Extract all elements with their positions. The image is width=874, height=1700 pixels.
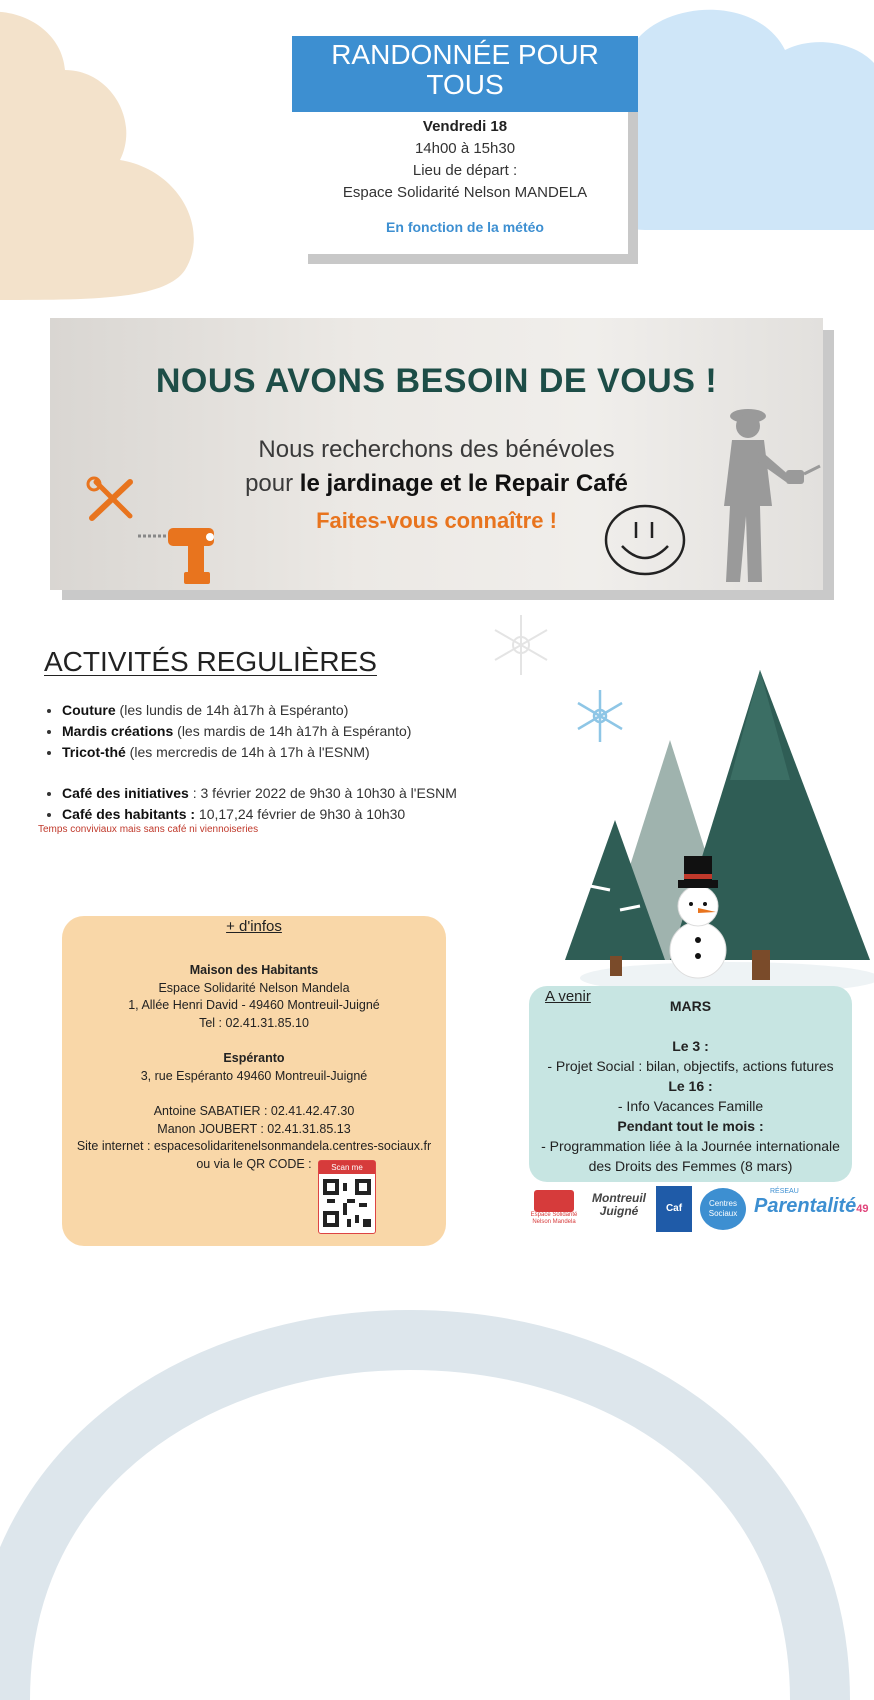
org1-name: Maison des Habitants	[189, 963, 319, 977]
upcoming-date: Pendant tout le mois :	[617, 1118, 764, 1134]
snowflake-icon	[488, 612, 554, 678]
info-details	[62, 962, 446, 1173]
org1-line: Espace Solidarité Nelson Mandela	[158, 980, 350, 995]
activities-note: Temps conviviaux mais sans café ni viennoiseries	[38, 824, 259, 835]
qr-code-text: ou via le QR CODE :	[196, 1156, 312, 1171]
upcoming-details	[529, 996, 852, 1176]
contact-phone: Antoine SABATIER : 02.41.42.47.30	[153, 1104, 355, 1118]
logo-caf: Caf	[656, 1186, 692, 1232]
upcoming-event: - Programmation liée à la Journée internationale des Droits des Femmes (8 mars)	[541, 1138, 840, 1174]
upcoming-date: Le 16 :	[668, 1078, 713, 1094]
beige-cloud-decoration	[0, 0, 210, 300]
list-item: • Café des initiatives : 3 février 2022 de 9h30 à 10h30 à l'ESNM	[62, 783, 544, 804]
logo-espace-solidarite: Espace Solidarité Nelson Mandela	[528, 1190, 580, 1226]
banner-call-to-action: Faites-vous connaître !	[316, 508, 557, 533]
upcoming-month: MARS	[669, 998, 712, 1014]
activities-list	[44, 700, 544, 825]
hike-start-place: Espace Solidarité Nelson MANDELA	[342, 184, 588, 201]
logo-centres-sociaux: Centres Sociaux	[700, 1188, 746, 1230]
activities-title: ACTIVITÉS REGULIÈRES	[44, 646, 377, 677]
hike-time: 14h00 à 15h30	[414, 140, 516, 157]
upcoming-event: - Info Vacances Famille	[617, 1098, 764, 1114]
banner-title: NOUS AVONS BESOIN DE VOUS !	[155, 362, 718, 400]
org2-name: Espéranto	[223, 1051, 285, 1065]
banner-line-1: Nous recherchons des bénévoles	[258, 436, 615, 463]
list-spacer	[62, 763, 544, 783]
org2-address: 3, rue Espéranto 49460 Montreuil-Juigné	[140, 1068, 368, 1083]
website-link[interactable]: Site internet : espacesolidaritenelsonmandela.centres-sociaux.fr	[76, 1139, 432, 1153]
hike-weather-note: En fonction de la météo	[386, 219, 544, 235]
info-title: + d'infos	[226, 918, 282, 935]
logo-montreuil-juigne: Montreuil Juigné	[592, 1191, 646, 1218]
hike-details	[300, 116, 630, 238]
hike-day: Vendredi 18	[422, 118, 508, 135]
banner-line-2	[50, 470, 823, 498]
hike-start-label: Lieu de départ :	[412, 162, 518, 179]
upcoming-tag: A venir	[545, 988, 591, 1005]
qr-scan-label: Scan me	[319, 1161, 375, 1174]
upcoming-date: Le 3 :	[672, 1038, 709, 1054]
list-item: • Café des habitants : 10,17,24 février de 9h30 à 10h30	[62, 804, 544, 825]
qr-code-icon	[323, 1179, 371, 1227]
contact-phone: Manon JOUBERT : 02.41.31.85.13	[157, 1121, 351, 1136]
winter-trees-snowman-illustration	[560, 660, 874, 990]
upcoming-event: - Projet Social : bilan, objectifs, actions futures	[547, 1058, 834, 1074]
list-item: • Couture (les lundis de 14h à17h à Espéranto)	[62, 700, 544, 721]
list-item: • Mardis créations (les mardis de 14h à17h à Espéranto)	[62, 721, 544, 742]
org1-address: 1, Allée Henri David - 49460 Montreuil-Juigné	[128, 998, 380, 1012]
gardener-silhouette	[712, 406, 822, 590]
org1-phone: Tel : 02.41.31.85.10	[199, 1015, 309, 1030]
list-item: • Tricot-thé (les mercredis de 14h à 17h à l'ESNM)	[62, 742, 544, 763]
banner-line-2-bold: le jardinage et le Repair Café	[299, 470, 628, 497]
hike-title: RANDONNÉE POUR TOUS	[292, 36, 638, 112]
banner-line-2-prefix: pour	[245, 470, 300, 497]
logo-reseau-parentalite: RÉSEAU Parentalité49	[754, 1188, 869, 1217]
